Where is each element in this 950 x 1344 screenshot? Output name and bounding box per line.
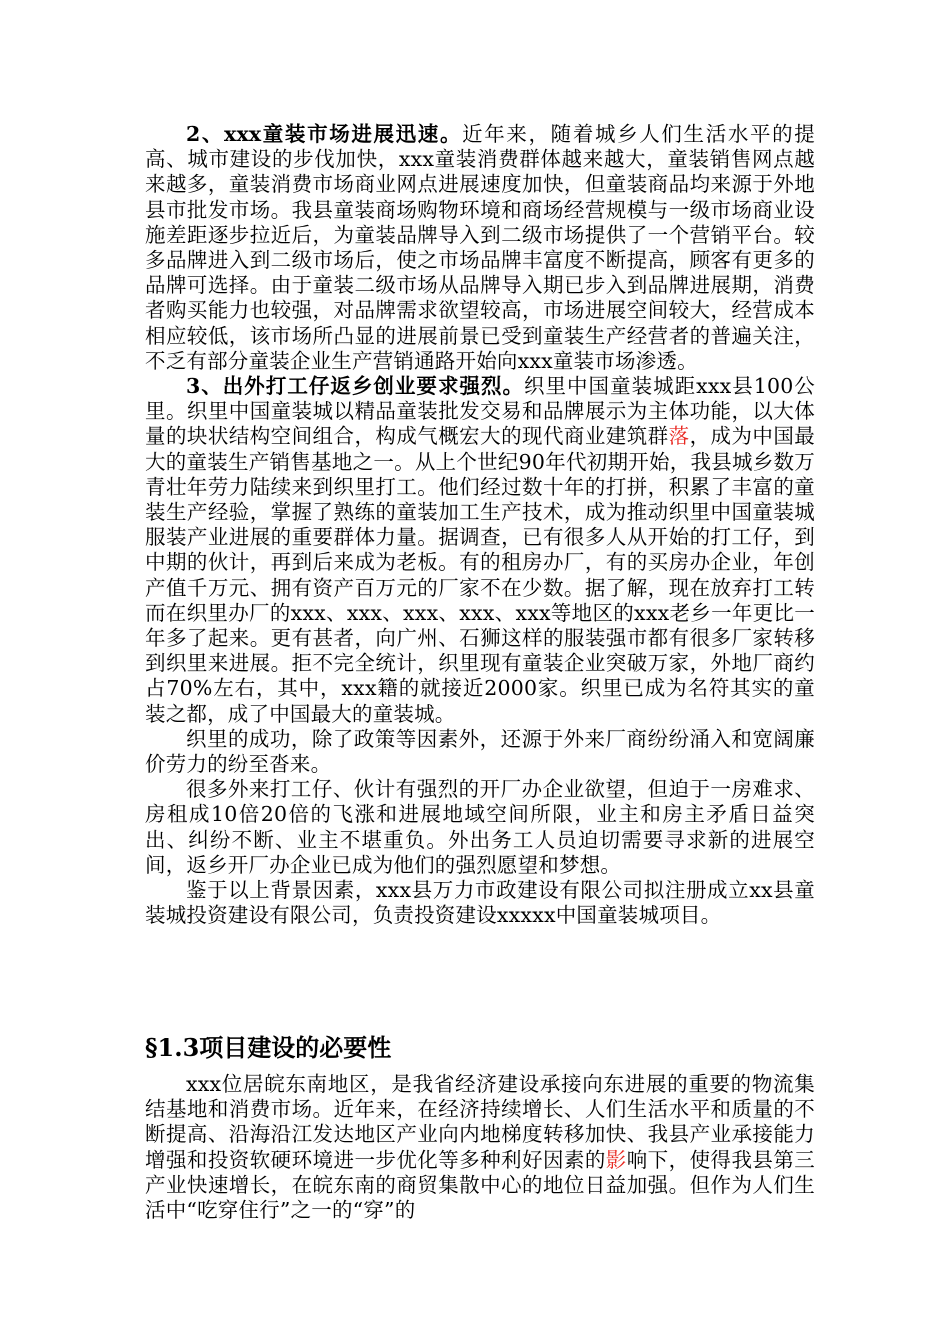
- paragraph-body: 织里中国童装城距xxx县100公里。织里中国童装城以精品童装批发交易和品牌展示为主体功能，以大体量的块状结构空间组合，构成气概宏大的现代商业建筑群: [145, 374, 815, 449]
- body-text-section-2: [145, 1072, 815, 1223]
- paragraph-body-continued: 响下，使得我县第三产业快速增长，在皖东南的商贸集散中心的地位日益加强。但作为人们生活中“吃穿住行”之一的“穿”的: [145, 1147, 815, 1223]
- section-heading: §1.3项目建设的必要性: [145, 1033, 392, 1062]
- paragraph-necessity: [145, 1072, 815, 1223]
- paragraph-returning-workers: [145, 374, 815, 727]
- paragraph-body: 近年来，随着城乡人们生活水平的提高、城市建设的步伐加快，xxx童装消费群体越来越大，童装销售网点越来越多，童装消费市场商业网点进展速度加快，但童装商品均来源于外地县市批发市场。我县童装商场购物环境和商场经营规模与一级市场商业设施差距逐步拉近后，为童装品牌导入到二级市场提供了一个营销平台。较多品牌进入到二级市场后，使之市场品牌丰富度不断提高，顾客有更多的品牌可选择。由于童装二级市场从品牌导入期已步入到品牌进展期，消费者购买能力也较强，对品牌需求欲望较高，市场进展空间较大，经营成本相应较低，该市场所凸显的进展前景已受到童装生产经营者的普遍关注，不乏有部分童装企业生产营销通路开始向xxx童装市场渗透。: [145, 122, 815, 373]
- body-text-section-1: [145, 122, 815, 929]
- paragraph-lead: 2、xxx童装市场进展迅速。: [186, 122, 463, 146]
- paragraph-body-continued: ，成为中国最大的童装生产销售基地之一。从上个世纪90年代初期开始，我县城乡数万青壮年劳力陆续来到织里打工。他们经过数十年的打拼，积累了丰富的童装生产经验，掌握了熟练的童装加工生产技术，成为推动织里中国童装城服装产业进展的重要群体力量。据调查，已有很多人从开始的打工仔，到中期的伙计，再到后来成为老板。有的租房办厂，有的买房办企业，年创产值千万元、拥有资产百万元的厂家不在少数。据了解，现在放弃打工转而在织里办厂的xxx、xxx、xxx、xxx、xxx等地区的xxx老乡一年更比一年多了起来。更有甚者，向广州、石狮这样的服装强市都有很多厂家转移到织里来进展。拒不完全统计，织里现有童装企业突破万家，外地厂商约占70%左右，其中，xxx籍的就接近2000家。织里已成为名符其实的童装之都，成了中国最大的童装城。: [145, 424, 816, 726]
- highlighted-char: 影: [605, 1147, 627, 1172]
- paragraph-body: xxx位居皖东南地区，是我省经济建设承接向东进展的重要的物流集结基地和消费市场。近年来，在经济持续增长、人们生活水平和质量的不断提高、沿海沿江发达地区产业向内地梯度转移加快、我县产业承接能力增强和投资软硬环境进一步优化等多种利好因素的: [145, 1072, 815, 1172]
- paragraph-market-growth: [145, 122, 815, 374]
- highlighted-char: 落: [668, 424, 690, 449]
- paragraph-entrepreneur-desire: 很多外来打工仔、伙计有强烈的开厂办企业欲望，但迫于一房难求、房租成10倍20倍的飞涨和进展地域空间所限，业主和房主矛盾日益突出、纠纷不断、业主不堪重负。外出务工人员迫切需要寻求新的进展空间，返乡开厂办企业已成为他们的强烈愿望和梦想。: [145, 777, 815, 877]
- paragraph-lead: 3、出外打工仔返乡创业要求强烈。: [186, 374, 525, 399]
- paragraph-company-plan: 鉴于以上背景因素，xxx县万力市政建设有限公司拟注册成立xx县童装城投资建设有限公司，负责投资建设xxxxx中国童装城项目。: [145, 878, 815, 928]
- paragraph-zhili-success: 织里的成功，除了政策等因素外，还源于外来厂商纷纷涌入和宽阔廉价劳力的纷至沓来。: [145, 726, 815, 777]
